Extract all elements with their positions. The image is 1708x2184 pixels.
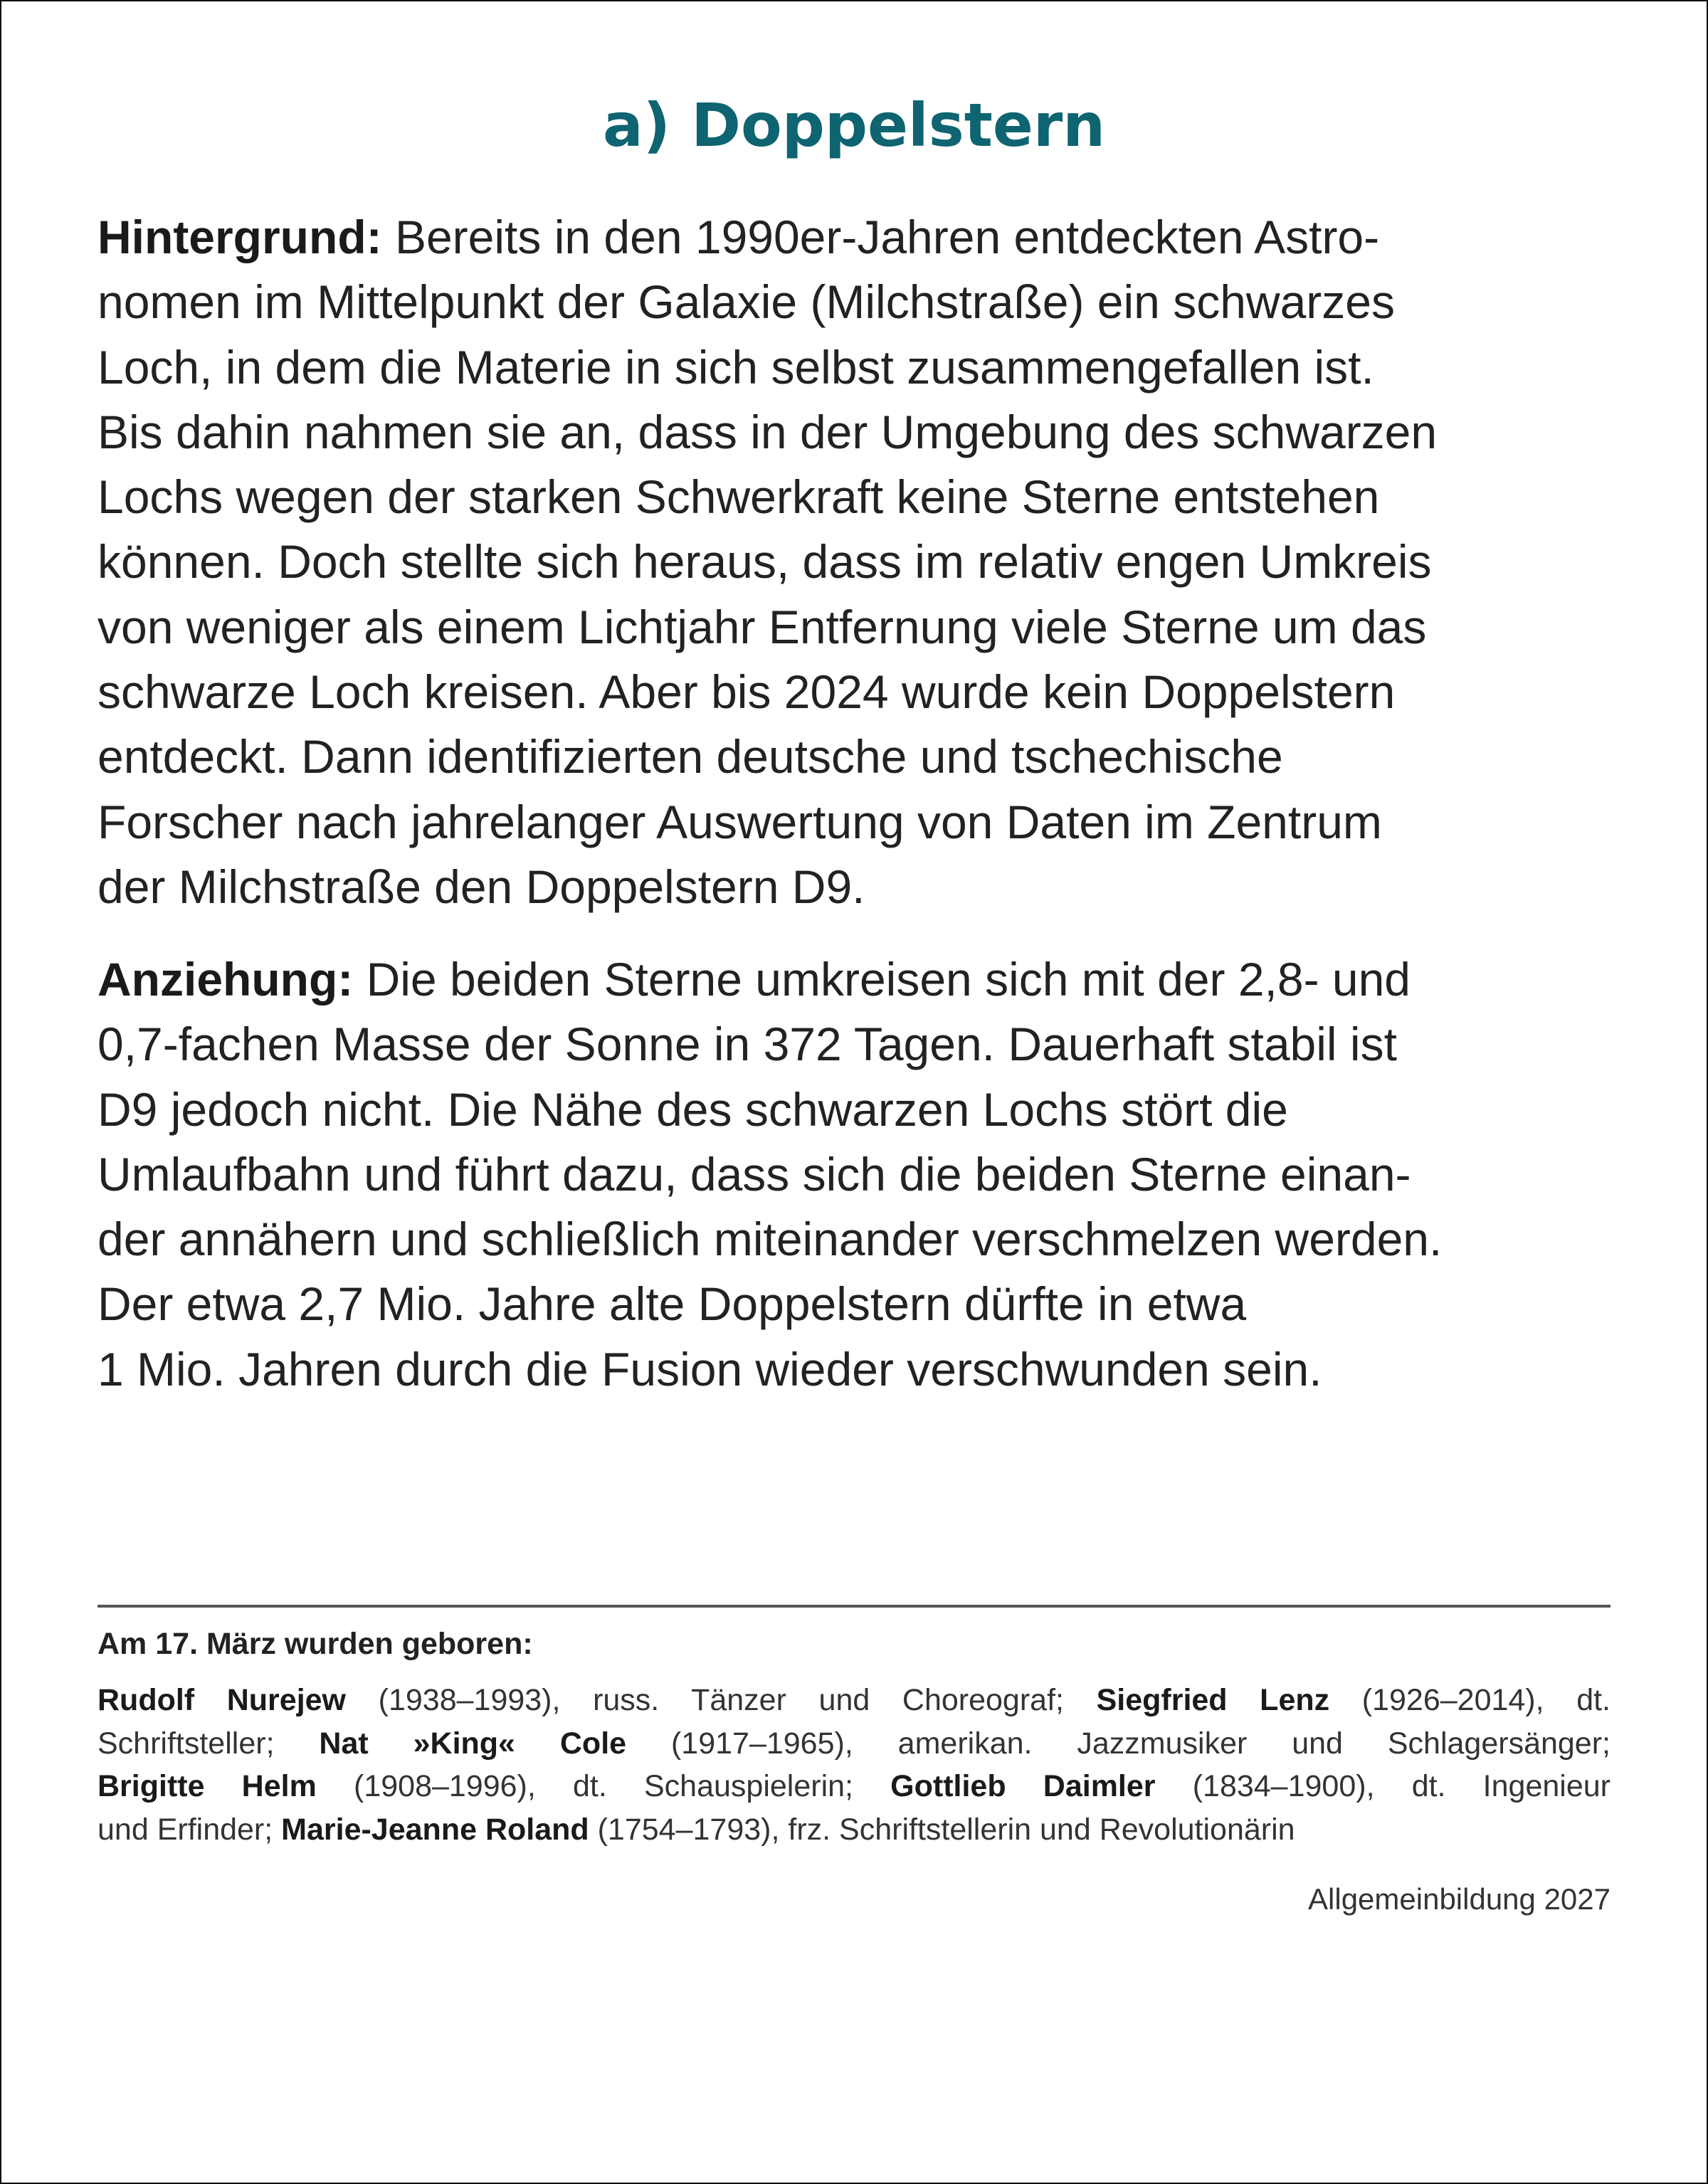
section-label: Anziehung: bbox=[97, 953, 354, 1006]
births-list bbox=[97, 1679, 1611, 1852]
paragraph-hintergrund: Hintergrund: Bereits in den 1990er-Jahren entdeckten Astro- nomen im Mittelpunkt der Galaxie (Milchstraße) ein schwarzes Loch, in dem die Materie in sich selbst zusammengefallen ist. Bis dahin nahmen sie an, dass in der Umgebung des schwarzen Lochs wegen der starken Schwerkraft keine Sterne entstehen können. Doch stellte sich heraus, dass im relativ engen Umkreis von weniger als einem Lichtjahr Entfernung viele Sterne um das schwarze Loch kreisen. Aber bis 2024 wurde kein Doppelstern entdeckt. Dann identifizierten deutsche und tschechische Forscher nach jahrelanger Auswertung von Daten im Zentrum der Milchstraße den Doppelstern D9. bbox=[97, 211, 1438, 913]
births-line: Brigitte Helm (1908–1996), dt. Schauspielerin; Gottlieb Daimler (1834–1900), dt. Ingenieur bbox=[97, 1769, 1611, 1804]
paragraph-anziehung: Anziehung: Die beiden Sterne umkreisen sich mit der 2,8- und 0,7-fachen Masse der Sonne in 372 Tagen. Dauerhaft stabil ist D9 jedoch nicht. Die Nähe des schwarzen Lochs stört die Umlaufbahn und führt dazu, dass sich die beiden Sterne einan- der annähern und schließlich miteinander verschmelzen werden. Der etwa 2,7 Mio. Jahre alte Doppelstern dürfte in etwa 1 Mio. Jahren durch die Fusion wieder verschwunden sein. bbox=[97, 953, 1443, 1396]
section-label: Hintergrund: bbox=[97, 211, 382, 263]
births-line: und Erfinder; Marie-Jeanne Roland (1754–1793), frz. Schriftstellerin und Revolutionärin bbox=[97, 1813, 1295, 1847]
births-line: Schriftsteller; Nat »King« Cole (1917–1965), amerikan. Jazzmusiker und Schlagersänger; bbox=[97, 1726, 1611, 1761]
divider bbox=[97, 1605, 1611, 1608]
births-line: Rudolf Nurejew (1938–1993), russ. Tänzer und Choreograf; Siegfried Lenz (1926–2014), dt. bbox=[97, 1683, 1611, 1717]
page-title: a) Doppelstern bbox=[602, 90, 1106, 160]
footer-source: Allgemeinbildung 2027 bbox=[1308, 1882, 1611, 1916]
births-heading: Am 17. März wurden geboren: bbox=[97, 1627, 533, 1661]
